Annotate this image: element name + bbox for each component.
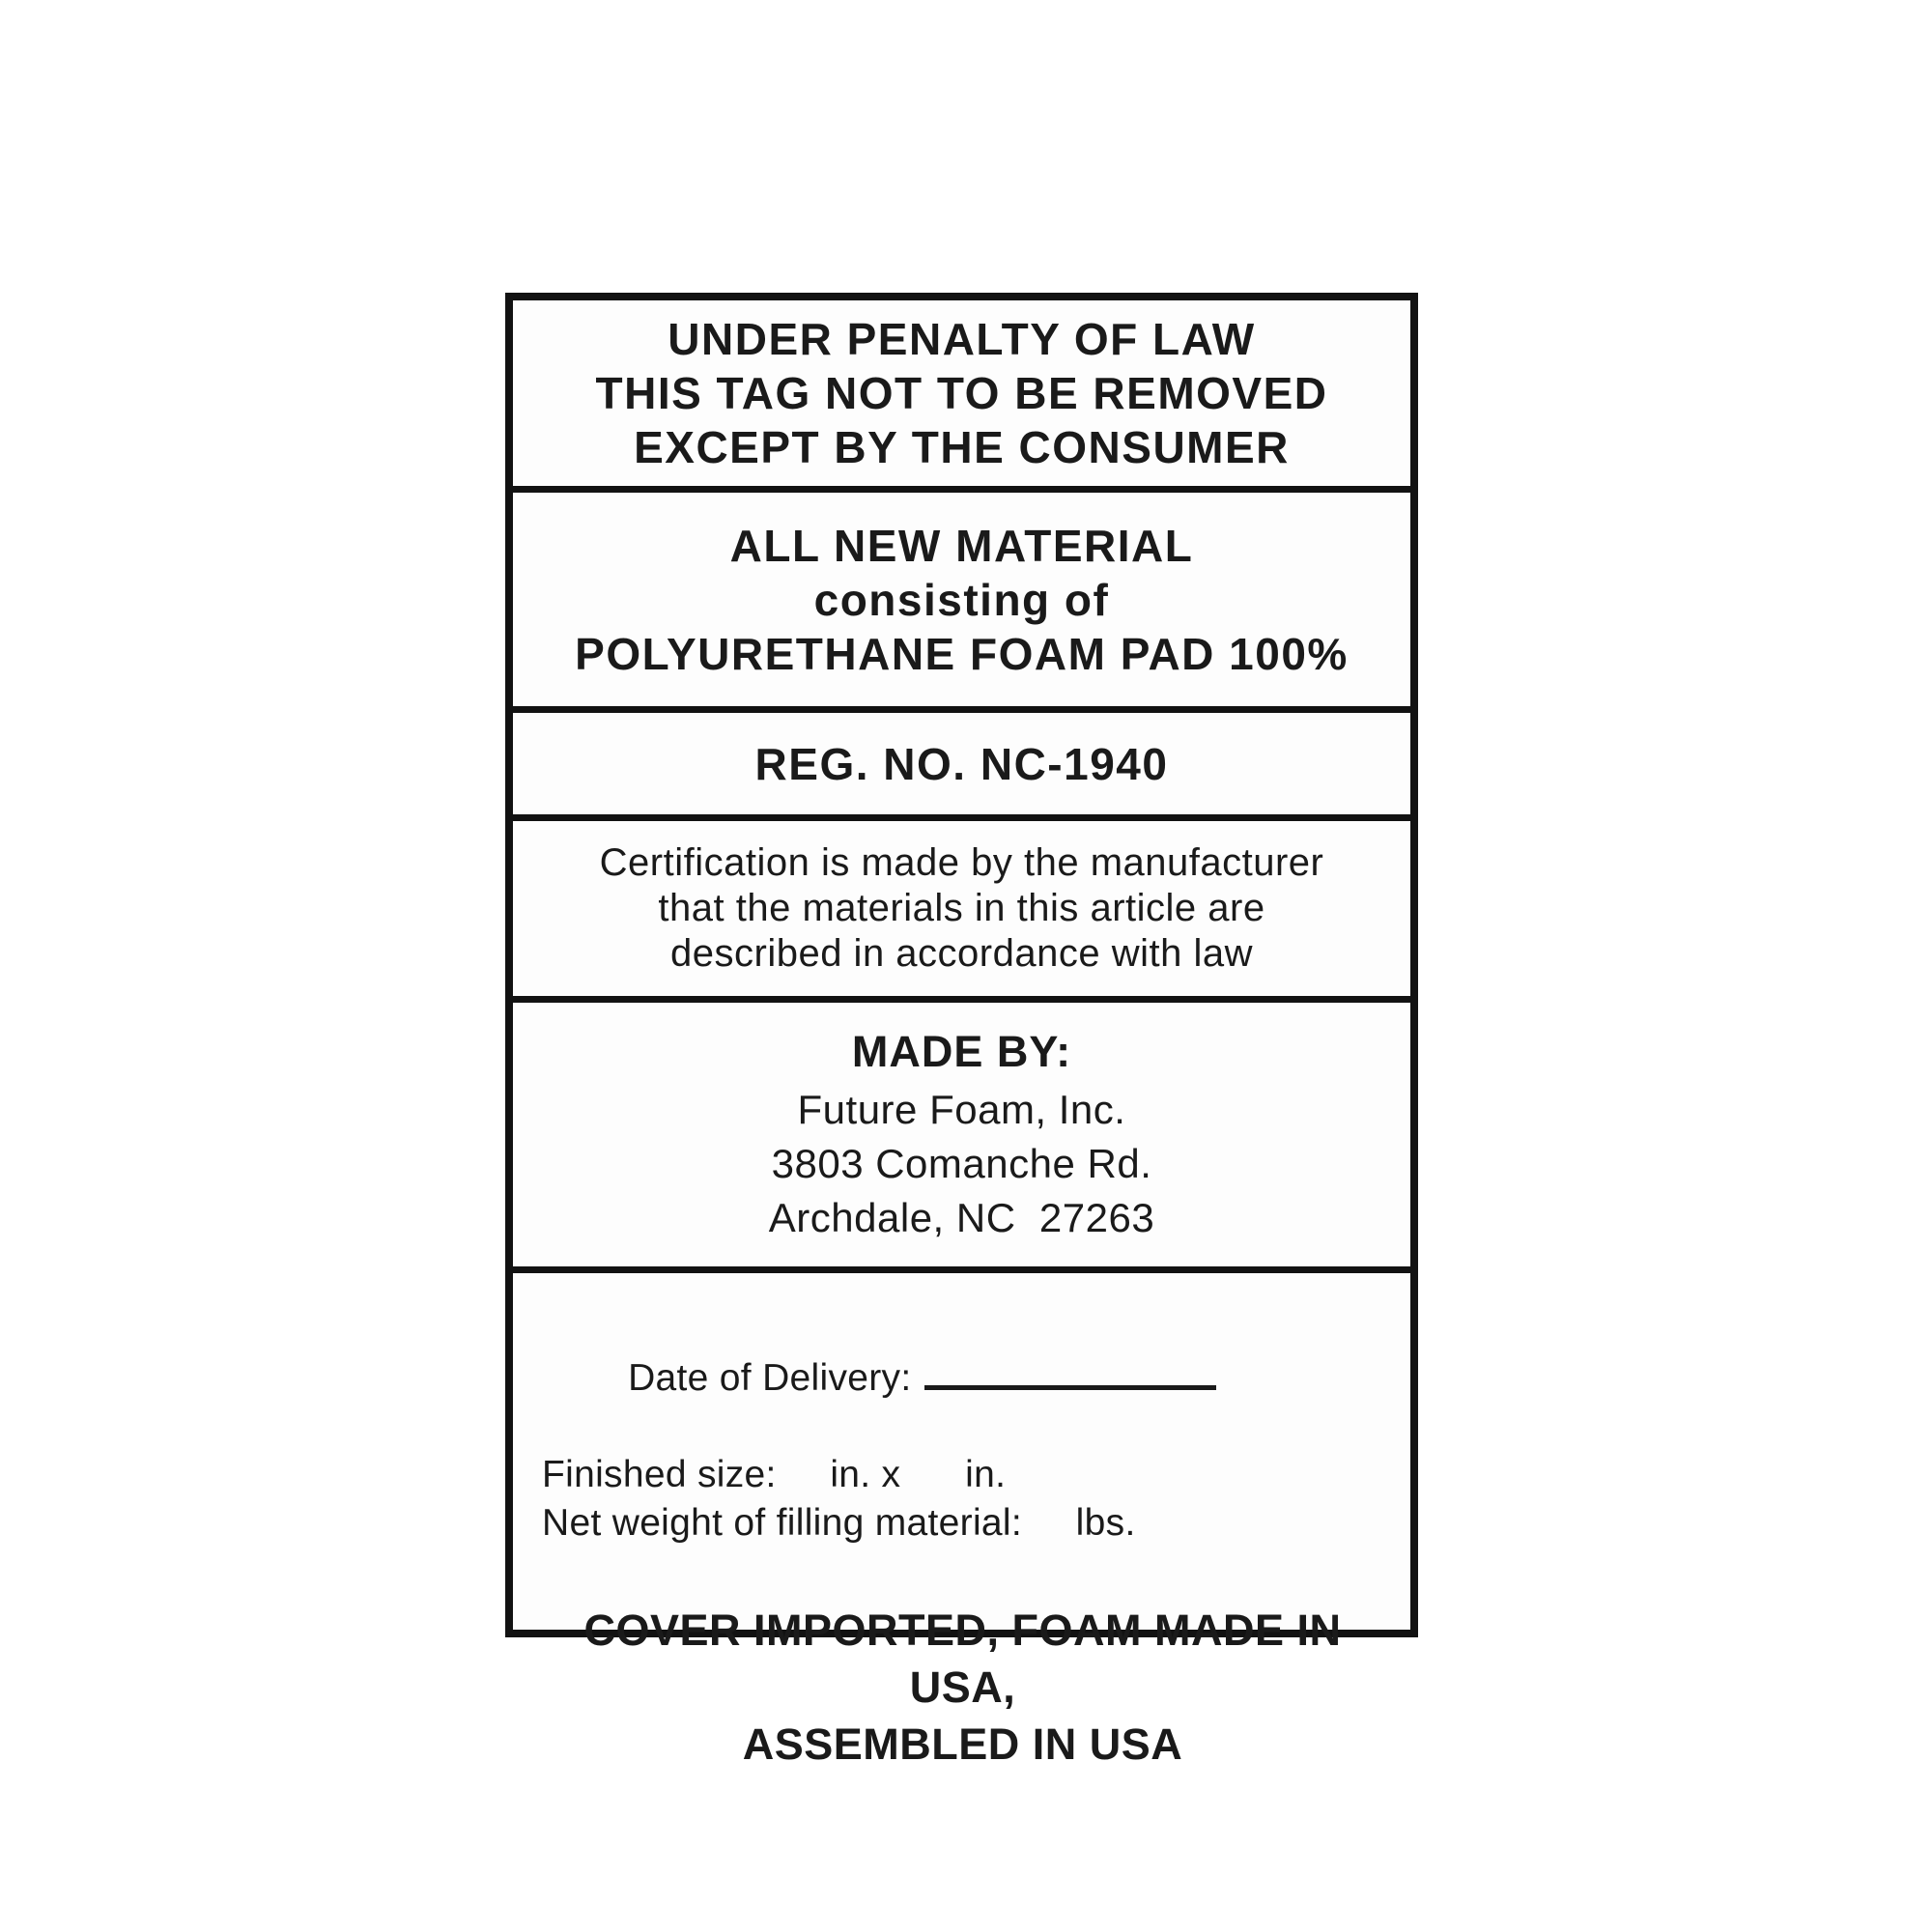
- penalty-line-1: UNDER PENALTY OF LAW: [668, 314, 1256, 364]
- penalty-line-2: THIS TAG NOT TO BE REMOVED: [595, 368, 1328, 418]
- origin-statement: [542, 1602, 1383, 1773]
- registration-number: REG. NO. NC-1940: [754, 738, 1169, 789]
- section-registration: [513, 713, 1410, 821]
- date-of-delivery-blank: [924, 1352, 1216, 1390]
- origin-line-2: ASSEMBLED IN USA: [742, 1719, 1183, 1769]
- manufacturer-city-state-zip: Archdale, NC 27263: [768, 1194, 1155, 1240]
- section-details: [513, 1273, 1410, 1773]
- material-line-2: consisting of: [813, 574, 1110, 625]
- made-by-heading: MADE BY:: [851, 1026, 1072, 1076]
- material-line-3: POLYURETHANE FOAM PAD 100%: [575, 628, 1349, 679]
- net-weight-line: Net weight of filling material: lbs.: [542, 1502, 1136, 1544]
- manufacturer-name: Future Foam, Inc.: [797, 1086, 1126, 1132]
- section-material: [513, 493, 1410, 713]
- section-made-by: [513, 1003, 1410, 1273]
- manufacturer-street: 3803 Comanche Rd.: [771, 1140, 1152, 1186]
- date-of-delivery-label: Date of Delivery:: [628, 1357, 912, 1399]
- penalty-line-3: EXCEPT BY THE CONSUMER: [634, 422, 1290, 472]
- origin-line-1: COVER IMPORTED, FOAM MADE IN USA,: [583, 1605, 1354, 1712]
- certification-line-1: Certification is made by the manufacturer: [599, 841, 1324, 884]
- finished-size-line: Finished size: in. x in.: [542, 1454, 1007, 1495]
- section-penalty: [513, 300, 1410, 493]
- certification-line-2: that the materials in this article are: [658, 887, 1265, 929]
- section-certification: [513, 821, 1410, 1003]
- date-of-delivery-line: [542, 1304, 1216, 1451]
- material-line-1: ALL NEW MATERIAL: [729, 520, 1194, 571]
- certification-line-3: described in accordance with law: [670, 932, 1253, 975]
- law-label: [505, 293, 1418, 1769]
